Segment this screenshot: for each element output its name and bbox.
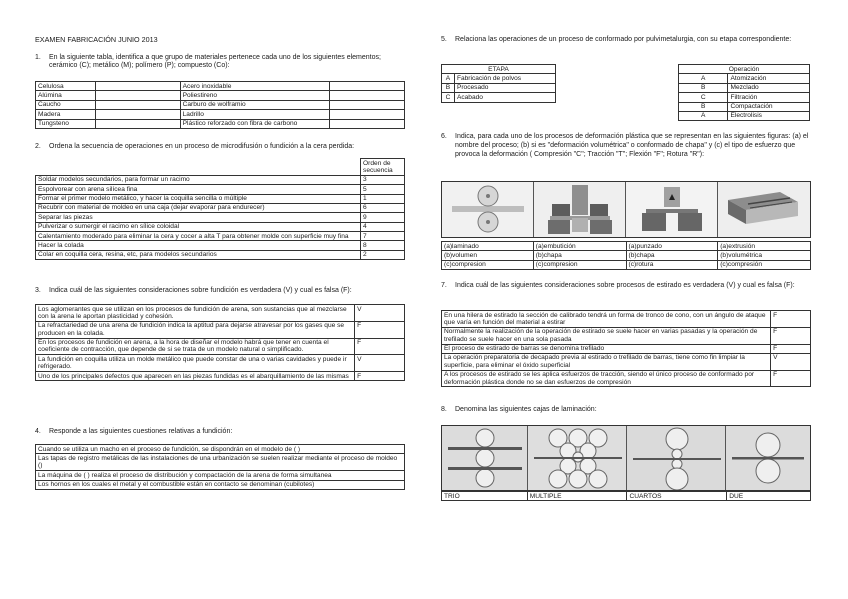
operacion-letter: C xyxy=(679,93,728,102)
material-cell xyxy=(330,100,405,109)
material-cell xyxy=(95,100,180,109)
table-row xyxy=(36,305,405,322)
statement-cell: En los procesos de fundición en arena, a la hora de diseñar el modelo habrá que tener en cuenta el coeficiente de contracción, que depende de si se trata de un modelo natural o simplificado. xyxy=(36,338,355,355)
operacion-name: Mezclado xyxy=(728,83,810,92)
question-8-text: Denomina las siguientes cajas de laminación: xyxy=(455,406,597,413)
material-cell xyxy=(330,110,405,119)
question-6-text: Indica, para cada uno de los procesos de deformación plástica que se representan en las siguientes figuras: (a) el nombre del proceso; (b) si es "deformación volumétrica" o conformado de chapa" y (c) el tipo de esfuerzo que provoca la deformación ( Compresión "C"; Tracción "T"; Flexión "F"; Rotura "R"): xyxy=(455,133,809,158)
question-1-number: 1. xyxy=(35,54,41,61)
table-row xyxy=(36,175,405,184)
operation-cell: Colar en coquilla cera, resina, etc, para modelos secundarios xyxy=(36,250,361,259)
question-3 xyxy=(35,287,410,295)
statement-cell: La fundición en coquilla utiliza un molde metálico que puede constar de una o varias cavidades y puede ir refrigerado. xyxy=(36,355,355,372)
table-row xyxy=(679,74,810,83)
material-cell xyxy=(95,119,180,128)
order-cell: 4 xyxy=(361,222,405,231)
operation-cell: Separar las piezas xyxy=(36,213,361,222)
table-row xyxy=(442,74,556,83)
sequence-table xyxy=(35,158,405,260)
deformation-answer-cell: (b)volumen xyxy=(442,251,534,260)
operacion-letter: A xyxy=(679,74,728,83)
question-5-text: Relaciona las operaciones de un proceso de conformado por pulvimetalurgia, con su etapa correspondiente: xyxy=(455,36,792,43)
operation-cell: Hacer la colada xyxy=(36,241,361,250)
answer-cell: F xyxy=(771,344,811,353)
table-row xyxy=(36,445,405,454)
answer-cell: F xyxy=(771,327,811,344)
deformation-answer-cell: (b)chapa xyxy=(533,251,626,260)
statement-cell: La refractariedad de una arena de fundición indica la aptitud para dejarse atravesar por los gases que se producen en la colada. xyxy=(36,321,355,338)
deformation-answer-cell: (b)chapa xyxy=(626,251,718,260)
material-cell: Ladrillo xyxy=(180,110,330,119)
deformation-answer-cell: (c)rotura xyxy=(626,260,718,269)
answer-cell: F xyxy=(355,338,405,355)
operation-cell: Recubrir con material de moldeo en una caja (dejar evaporar para endurecer) xyxy=(36,203,361,212)
material-cell: Celulosa xyxy=(36,82,96,91)
table-row xyxy=(679,83,810,92)
etapa-name: Fabricación de polvos xyxy=(454,74,555,83)
table-row xyxy=(36,222,405,231)
label-multiple: MULTIPLE xyxy=(527,492,627,501)
etapa-name: Procesado xyxy=(454,83,555,92)
table-row xyxy=(36,321,405,338)
answer-cell: V xyxy=(355,305,405,322)
operacion-letter: A xyxy=(679,111,728,120)
statement-cell: Normalmente la realización de la operación de estirado se suele hacer en varias pasadas y la operación de trefilado se suele hacer en una sola pasada xyxy=(442,327,771,344)
table-row xyxy=(442,251,811,260)
question-2-text: Ordena la secuencia de operaciones en un proceso de microdifusión o fundición a la cera perdida: xyxy=(49,143,355,150)
material-cell: Carburo de wolframio xyxy=(180,100,330,109)
table-row xyxy=(36,338,405,355)
table-row xyxy=(36,213,405,222)
statement-cell: El proceso de estirado de barras se denomina trefilado xyxy=(442,344,771,353)
question-3-number: 3. xyxy=(35,287,41,294)
deformation-answer-cell: (c)compresion xyxy=(442,260,534,269)
cuartos-figure xyxy=(627,426,726,490)
answer-cell: F xyxy=(771,311,811,328)
multiple-figure xyxy=(528,426,627,490)
deformation-answer-cell: (a)laminado xyxy=(442,242,534,251)
deformation-answer-cell: (c)compresion xyxy=(533,260,626,269)
deformation-answer-cell: (a)punzado xyxy=(626,242,718,251)
question-cell: Cuando se utiliza un macho en el proceso de fundición, se dispondrán en el modelo de ( ) xyxy=(36,445,405,454)
material-cell: Acero inoxidable xyxy=(180,82,330,91)
table-row xyxy=(442,83,556,92)
sequence-header: Orden de secuencia xyxy=(361,159,405,176)
table-row xyxy=(36,203,405,212)
etapa-letter: A xyxy=(442,74,455,83)
etapa-table xyxy=(441,64,556,103)
foundry-questions-table xyxy=(35,444,405,490)
deformation-figures xyxy=(441,181,811,238)
table-row xyxy=(36,185,405,194)
statement-cell: Uno de los principales defectos que aparecen en las piezas fundidas es el abarquillamiento de las mismas xyxy=(36,372,355,381)
etapa-letter: B xyxy=(442,83,455,92)
table-row xyxy=(36,119,405,128)
answer-cell: V xyxy=(355,355,405,372)
operation-cell: Soldar modelos secundarios, para formar un racimo xyxy=(36,175,361,184)
material-cell: Tungsteno xyxy=(36,119,96,128)
question-5-number: 5. xyxy=(441,36,447,43)
table-row xyxy=(36,82,405,91)
question-7-text: Indica cuál de las siguientes consideraciones sobre procesos de estirado es verdadera (V) y cual es falsa (F): xyxy=(455,282,795,289)
question-1 xyxy=(35,54,405,71)
rolling-stands-labels xyxy=(441,491,811,501)
order-cell: 8 xyxy=(361,241,405,250)
table-row xyxy=(36,355,405,372)
table-row xyxy=(442,353,811,370)
question-cell: La máquina de ( ) realiza el proceso de distribución y compactación de la arena de forma simultanea xyxy=(36,471,405,480)
label-due: DUE xyxy=(727,492,811,501)
question-5 xyxy=(441,36,821,44)
statement-cell: La operación preparatoria de decapado previa al estirado o trefilado de barras, tiene como fin limpiar la superficie, para eliminar el óxido superficial xyxy=(442,353,771,370)
operation-cell: Pulverizar o sumergir el racimo en sílice coloidal xyxy=(36,222,361,231)
material-cell: Poliestireno xyxy=(180,91,330,100)
table-row xyxy=(36,100,405,109)
operacion-table xyxy=(678,64,810,121)
exam-title: EXAMEN FABRICACIÓN JUNIO 2013 xyxy=(35,35,158,44)
drawing-truefalse-table xyxy=(441,310,811,387)
question-8 xyxy=(441,406,821,414)
question-cell: Los hornos en los cuales el metal y el combustible están en contacto se denominan (cubilotes) xyxy=(36,480,405,489)
table-row xyxy=(36,471,405,480)
order-cell: 5 xyxy=(361,185,405,194)
deformation-answer-cell: (a)embutición xyxy=(533,242,626,251)
table-row xyxy=(36,454,405,471)
table-row xyxy=(442,311,811,328)
order-cell: 9 xyxy=(361,213,405,222)
table-row xyxy=(36,232,405,241)
label-cuartos: CUARTOS xyxy=(627,492,727,501)
operation-cell: Espolvorear con arena silícea fina xyxy=(36,185,361,194)
deformation-answer-cell: (c)compresión xyxy=(718,260,811,269)
question-6 xyxy=(441,133,821,159)
table-row xyxy=(679,102,810,111)
order-cell: 6 xyxy=(361,203,405,212)
material-cell xyxy=(95,110,180,119)
etapa-header: ETAPA xyxy=(442,65,556,74)
question-7 xyxy=(441,282,821,290)
question-4 xyxy=(35,428,410,436)
table-row xyxy=(679,93,810,102)
deformation-answer-cell: (a)extrusión xyxy=(718,242,811,251)
table-row xyxy=(36,110,405,119)
question-cell: Las tapas de registro metálicas de las instalaciones de una urbanización se suelen realizar mediante el proceso de moldeo () xyxy=(36,454,405,471)
answer-cell: V xyxy=(771,353,811,370)
operacion-letter: B xyxy=(679,83,728,92)
etapa-letter: C xyxy=(442,93,455,102)
question-2-number: 2. xyxy=(35,143,41,150)
punching-figure xyxy=(626,182,718,237)
order-cell: 3 xyxy=(361,175,405,184)
operacion-name: Electrolisis xyxy=(728,111,810,120)
question-3-text: Indica cuál de las siguientes consideraciones sobre fundición es verdadera (V) y cual es falsa (F): xyxy=(49,287,352,294)
etapa-name: Acabado xyxy=(454,93,555,102)
statement-cell: Los aglomerantes que se utilizan en los procesos de fundición de arena, son sustancias que al mezclarse con la arena le aportan plasticidad y cohesión. xyxy=(36,305,355,322)
deformation-answer-cell: (b)volumétrica xyxy=(718,251,811,260)
table-row xyxy=(442,344,811,353)
order-cell: 1 xyxy=(361,194,405,203)
material-cell: Madera xyxy=(36,110,96,119)
material-cell xyxy=(95,91,180,100)
order-cell: 2 xyxy=(361,250,405,259)
question-8-number: 8. xyxy=(441,406,447,413)
rolling-stands-figures xyxy=(441,425,811,491)
due-figure xyxy=(726,426,810,490)
material-cell: Plástico reforzado con fibra de carbono xyxy=(180,119,330,128)
deformation-answers-table xyxy=(441,241,811,270)
table-row xyxy=(36,250,405,259)
deep-drawing-figure xyxy=(534,182,626,237)
table-row xyxy=(442,370,811,387)
material-cell xyxy=(95,82,180,91)
answer-cell: F xyxy=(771,370,811,387)
table-row xyxy=(36,372,405,381)
table-row xyxy=(679,111,810,120)
table-row xyxy=(442,93,556,102)
statement-cell: A los procesos de estirado se les aplica esfuerzos de tracción, siendo el único proceso de conformado por deformación plástica donde no se dan esfuerzos de compresión xyxy=(442,370,771,387)
question-4-text: Responde a las siguientes cuestiones relativas a fundición: xyxy=(49,428,233,435)
answer-cell: F xyxy=(355,372,405,381)
table-row xyxy=(36,194,405,203)
foundry-truefalse-table xyxy=(35,304,405,381)
operacion-name: Compactación xyxy=(728,102,810,111)
extrusion-figure xyxy=(718,182,810,237)
material-cell xyxy=(330,82,405,91)
question-4-number: 4. xyxy=(35,428,41,435)
material-cell xyxy=(330,91,405,100)
rolling-figure xyxy=(442,182,534,237)
order-cell: 7 xyxy=(361,232,405,241)
operacion-letter: B xyxy=(679,102,728,111)
question-6-number: 6. xyxy=(441,133,447,140)
table-row xyxy=(442,260,811,269)
question-2 xyxy=(35,143,410,151)
table-row xyxy=(36,91,405,100)
label-trio: TRIO xyxy=(442,492,528,501)
trio-figure xyxy=(442,426,528,490)
material-cell: Caucho xyxy=(36,100,96,109)
table-row xyxy=(442,242,811,251)
question-1-text: En la siguiente tabla, identifica a que grupo de materiales pertenece cada uno de los siguientes elementos; cerámico (C); metálico (M); polímero (P); compuesto (Co): xyxy=(49,54,381,70)
materials-table xyxy=(35,81,405,129)
statement-cell: En una hilera de estirado la sección de calibrado tendrá un forma de tronco de cono, con un ángulo de ataque que varía en función del material a estirar xyxy=(442,311,771,328)
table-row xyxy=(442,327,811,344)
operation-cell: Calentamiento moderado para eliminar la cera y cocer a alta T para obtener molde con superficie muy fina xyxy=(36,232,361,241)
answer-cell: F xyxy=(355,321,405,338)
operacion-header: Operación xyxy=(679,65,810,74)
table-row xyxy=(36,241,405,250)
material-cell: Alúmina xyxy=(36,91,96,100)
table-row xyxy=(36,480,405,489)
operacion-name: Atomización xyxy=(728,74,810,83)
operation-cell: Formar el primer modelo metálico, y hacer la coquilla sencilla o múltiple xyxy=(36,194,361,203)
operacion-name: Filtración xyxy=(728,93,810,102)
material-cell xyxy=(330,119,405,128)
question-7-number: 7. xyxy=(441,282,447,289)
